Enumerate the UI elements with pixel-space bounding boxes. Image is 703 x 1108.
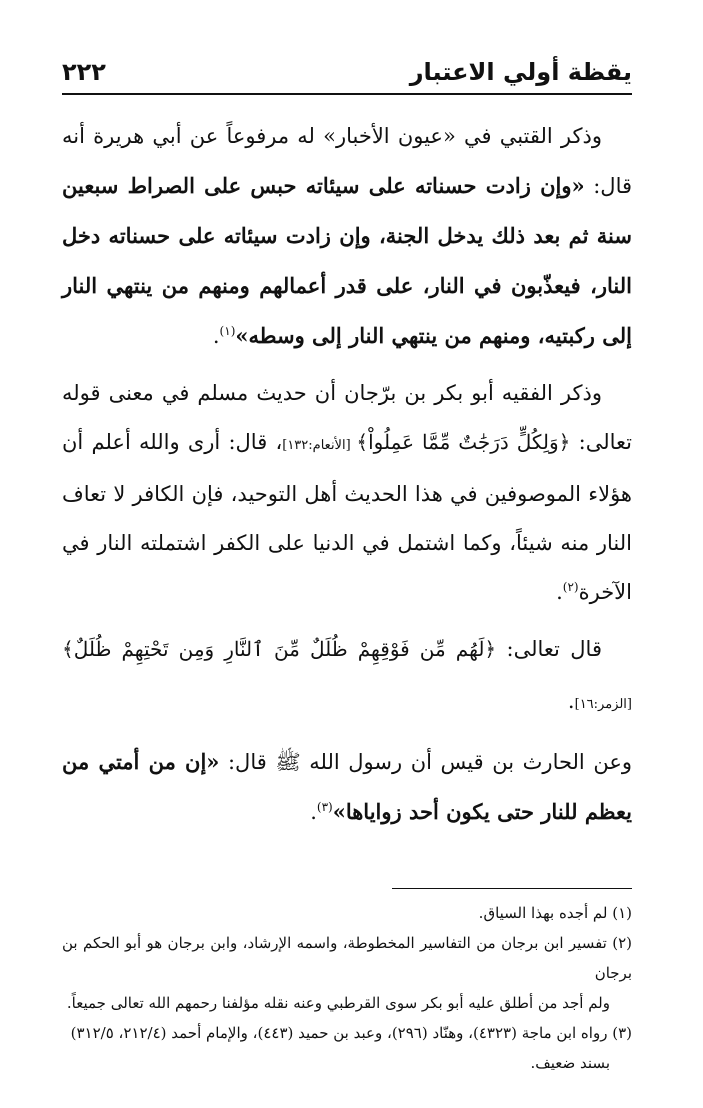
paragraph-1-intro: وذكر القتبي في «عيون الأخبار» له مرفوعاً عن أبي هريرة أنه قال:: [62, 124, 633, 198]
paragraph-2-end: .: [556, 580, 563, 604]
footnote-1: (١) لم أجده بهذا السياق.: [478, 904, 632, 922]
header-rule: [62, 93, 632, 95]
paragraph-3-intro: قال تعالى:: [496, 637, 602, 661]
quran-verse-1: ﴿وَلِكُلٍّ دَرَجَٰتٌ مِّمَّا عَمِلُواْ﴾: [356, 430, 571, 454]
footnote-3: (٣) رواه ابن ماجة (٤٣٢٣)، وهنّاد (٢٩٦)، وعبد بن حميد (٤٤٣)، والإمام أحمد (٢١٢/٤، ٣١٢/٥): [70, 1024, 632, 1042]
hadith-quote-1: «وإن زادت حسناته على سيئاته حبس على الصراط سبعين سنة ثم بعد ذلك يدخل الجنة، وإن زادت سيئاته على حسناته دخل النار، فيعذّبون في النار، على قدر أعمالهم ومنهم من ينتهي النار إلى ركبتيه، ومنهم من ينتهي النار إلى وسطه»: [62, 173, 632, 348]
quran-reference-2: [الزمر:١٦]: [574, 697, 632, 712]
footnote-marker-3: (٣): [316, 800, 333, 814]
paragraph-3-end: .: [567, 689, 575, 713]
paragraph-4: [62, 737, 632, 837]
hadith-quote-2: «إن من أمتي من يعظم للنار حتى يكون أحد زواياها»: [62, 749, 632, 824]
paragraph-2-intro: وذكر الفقيه أبو بكر بن برّجان أن حديث مسلم في معنى قوله تعالى:: [62, 381, 632, 454]
paragraph-2-body: ، قال: أرى والله أعلم أن هؤلاء الموصوفين في هذا الحديث أهل التوحيد، فإن الكافر لا تعاف النار منه شيئاً، وكما اشتمل في الدنيا على الكفر اشتملته النار في الآخرة: [62, 430, 632, 604]
paragraph-2: [62, 369, 632, 617]
paragraph-1: [62, 112, 632, 361]
footnote-2: (٢) تفسير ابن برجان من التفاسير المخطوطة، واسمه الإرشاد، وابن برجان هو أبو الحكم بن برجان: [62, 934, 633, 982]
main-text: [62, 112, 632, 845]
running-title: يقظة أولي الاعتبار: [409, 58, 632, 86]
footnotes: [62, 898, 632, 1078]
paragraph-4-end: .: [310, 800, 317, 824]
page-number: ٢٢٢: [62, 58, 106, 86]
quran-verse-2: ﴿لَهُم مِّن فَوْقِهِمْ ظُلَلٌ مِّنَ ٱلنَّارِ وَمِن تَحْتِهِمْ ظُلَلٌ﴾: [62, 637, 497, 661]
paragraph-4-intro: وعن الحارث بن قيس أن رسول الله ﷺ قال:: [219, 750, 632, 774]
footnote-2-continued: ولم أجد من أطلق عليه أبو بكر سوى القرطبي وعنه نقله مؤلفنا رحمهم الله تعالى جميعاً.: [66, 994, 610, 1012]
footnote-marker-1: (١): [219, 324, 236, 338]
footnote-marker-2: (٢): [562, 580, 579, 594]
footnote-rule: [392, 888, 632, 889]
quran-reference-1: [الأنعام:١٣٢]: [282, 438, 357, 453]
footnote-3-continued: بسند ضعيف.: [530, 1054, 610, 1072]
paragraph-1-end: .: [212, 324, 220, 348]
page-header: [62, 56, 632, 96]
paragraph-3: [62, 625, 632, 729]
